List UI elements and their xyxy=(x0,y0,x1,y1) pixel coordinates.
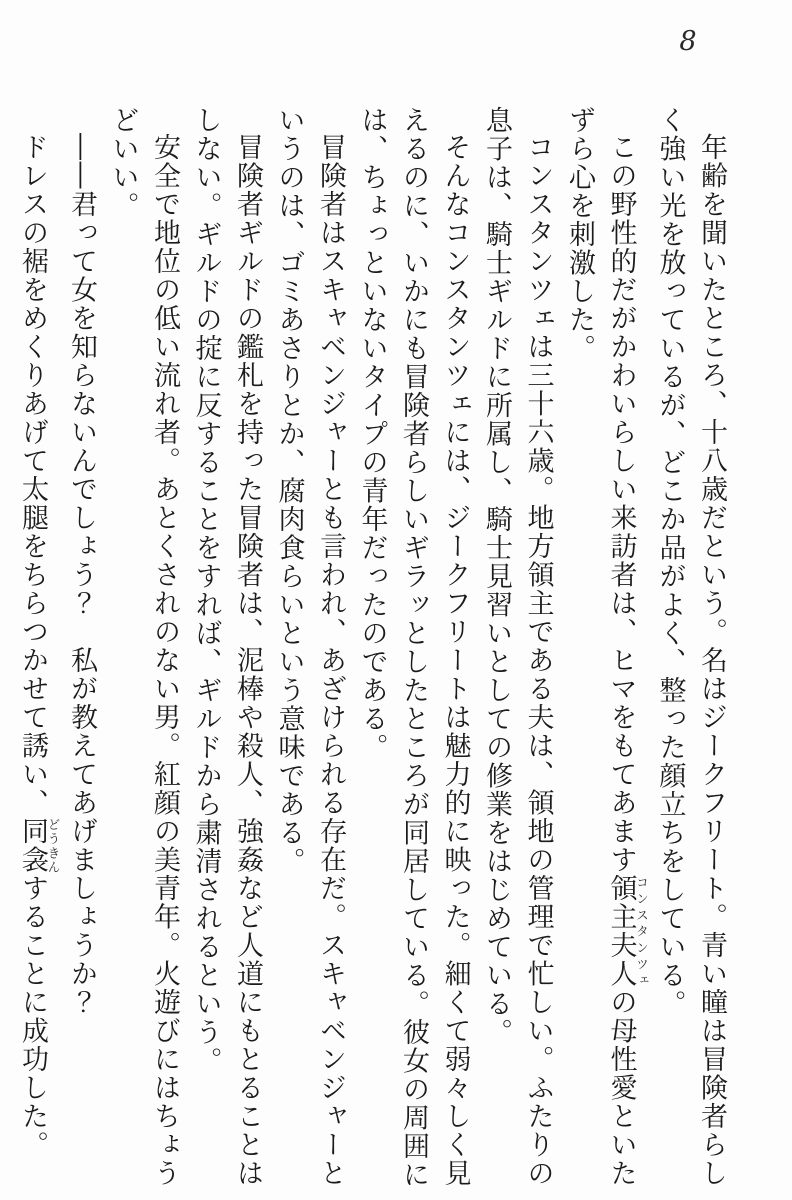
furigana-annotation: 領主夫人コンスタンツェ xyxy=(605,874,650,988)
paragraph: 冒険者はスキャベンジャーとも言われ、あざけられる存在だ。スキャベンジャーというのは、ゴミあさりとか、腐肉食らいという意味である。 xyxy=(273,106,346,1188)
paragraph: この野性的だがかわいらしい来訪者は、ヒマをもてあます領主夫人コンスタンツェの母性愛といたずら心を刺激した。 xyxy=(564,106,650,1188)
furigana-annotation: 同衾どうきん xyxy=(17,817,61,874)
text-column-block xyxy=(12,106,733,1196)
paragraph: コンスタンツェは三十六歳。地方領主である夫は、領地の管理で忙しい。ふたりの息子は、騎士ギルドに所属し、騎士見習いとしての修業をはじめている。 xyxy=(481,106,554,1188)
paragraph: 年齢を聞いたところ、十八歳だという。名はジークフリート。青い瞳は冒険者らしく強い光を放っているが、どこか品がよく、整った顔立ちをしている。 xyxy=(654,106,727,1188)
paragraph: ドレスの裾をめくりあげて太腿をちらつかせて誘い、同衾どうきんすることに成功した。 xyxy=(17,133,61,1159)
paragraph: 安全で地位の低い流れ者。あとくされのない男。紅顔の美青年。火遊びにはちょうどいい。 xyxy=(107,106,180,1188)
paragraph: 冒険者ギルドの鑑札を持った冒険者は、泥棒や殺人、強姦など人道にもとることはしない。ギルドの掟に反することをすれば、ギルドから粛清されるという。 xyxy=(190,106,263,1188)
paragraph: ――君って女を知らないんでしょう？ 私が教えてあげましょうか？ xyxy=(66,133,97,1017)
paragraph: そんなコンスタンツェには、ジークフリートは魅力的に映った。細くて弱々しく見えるのに、いかにも冒険者らしいギラッとしたところが同居している。彼女の周囲には、ちょっといないタイプの青年だったのである。 xyxy=(356,106,471,1189)
page-number: 8 xyxy=(679,26,697,57)
